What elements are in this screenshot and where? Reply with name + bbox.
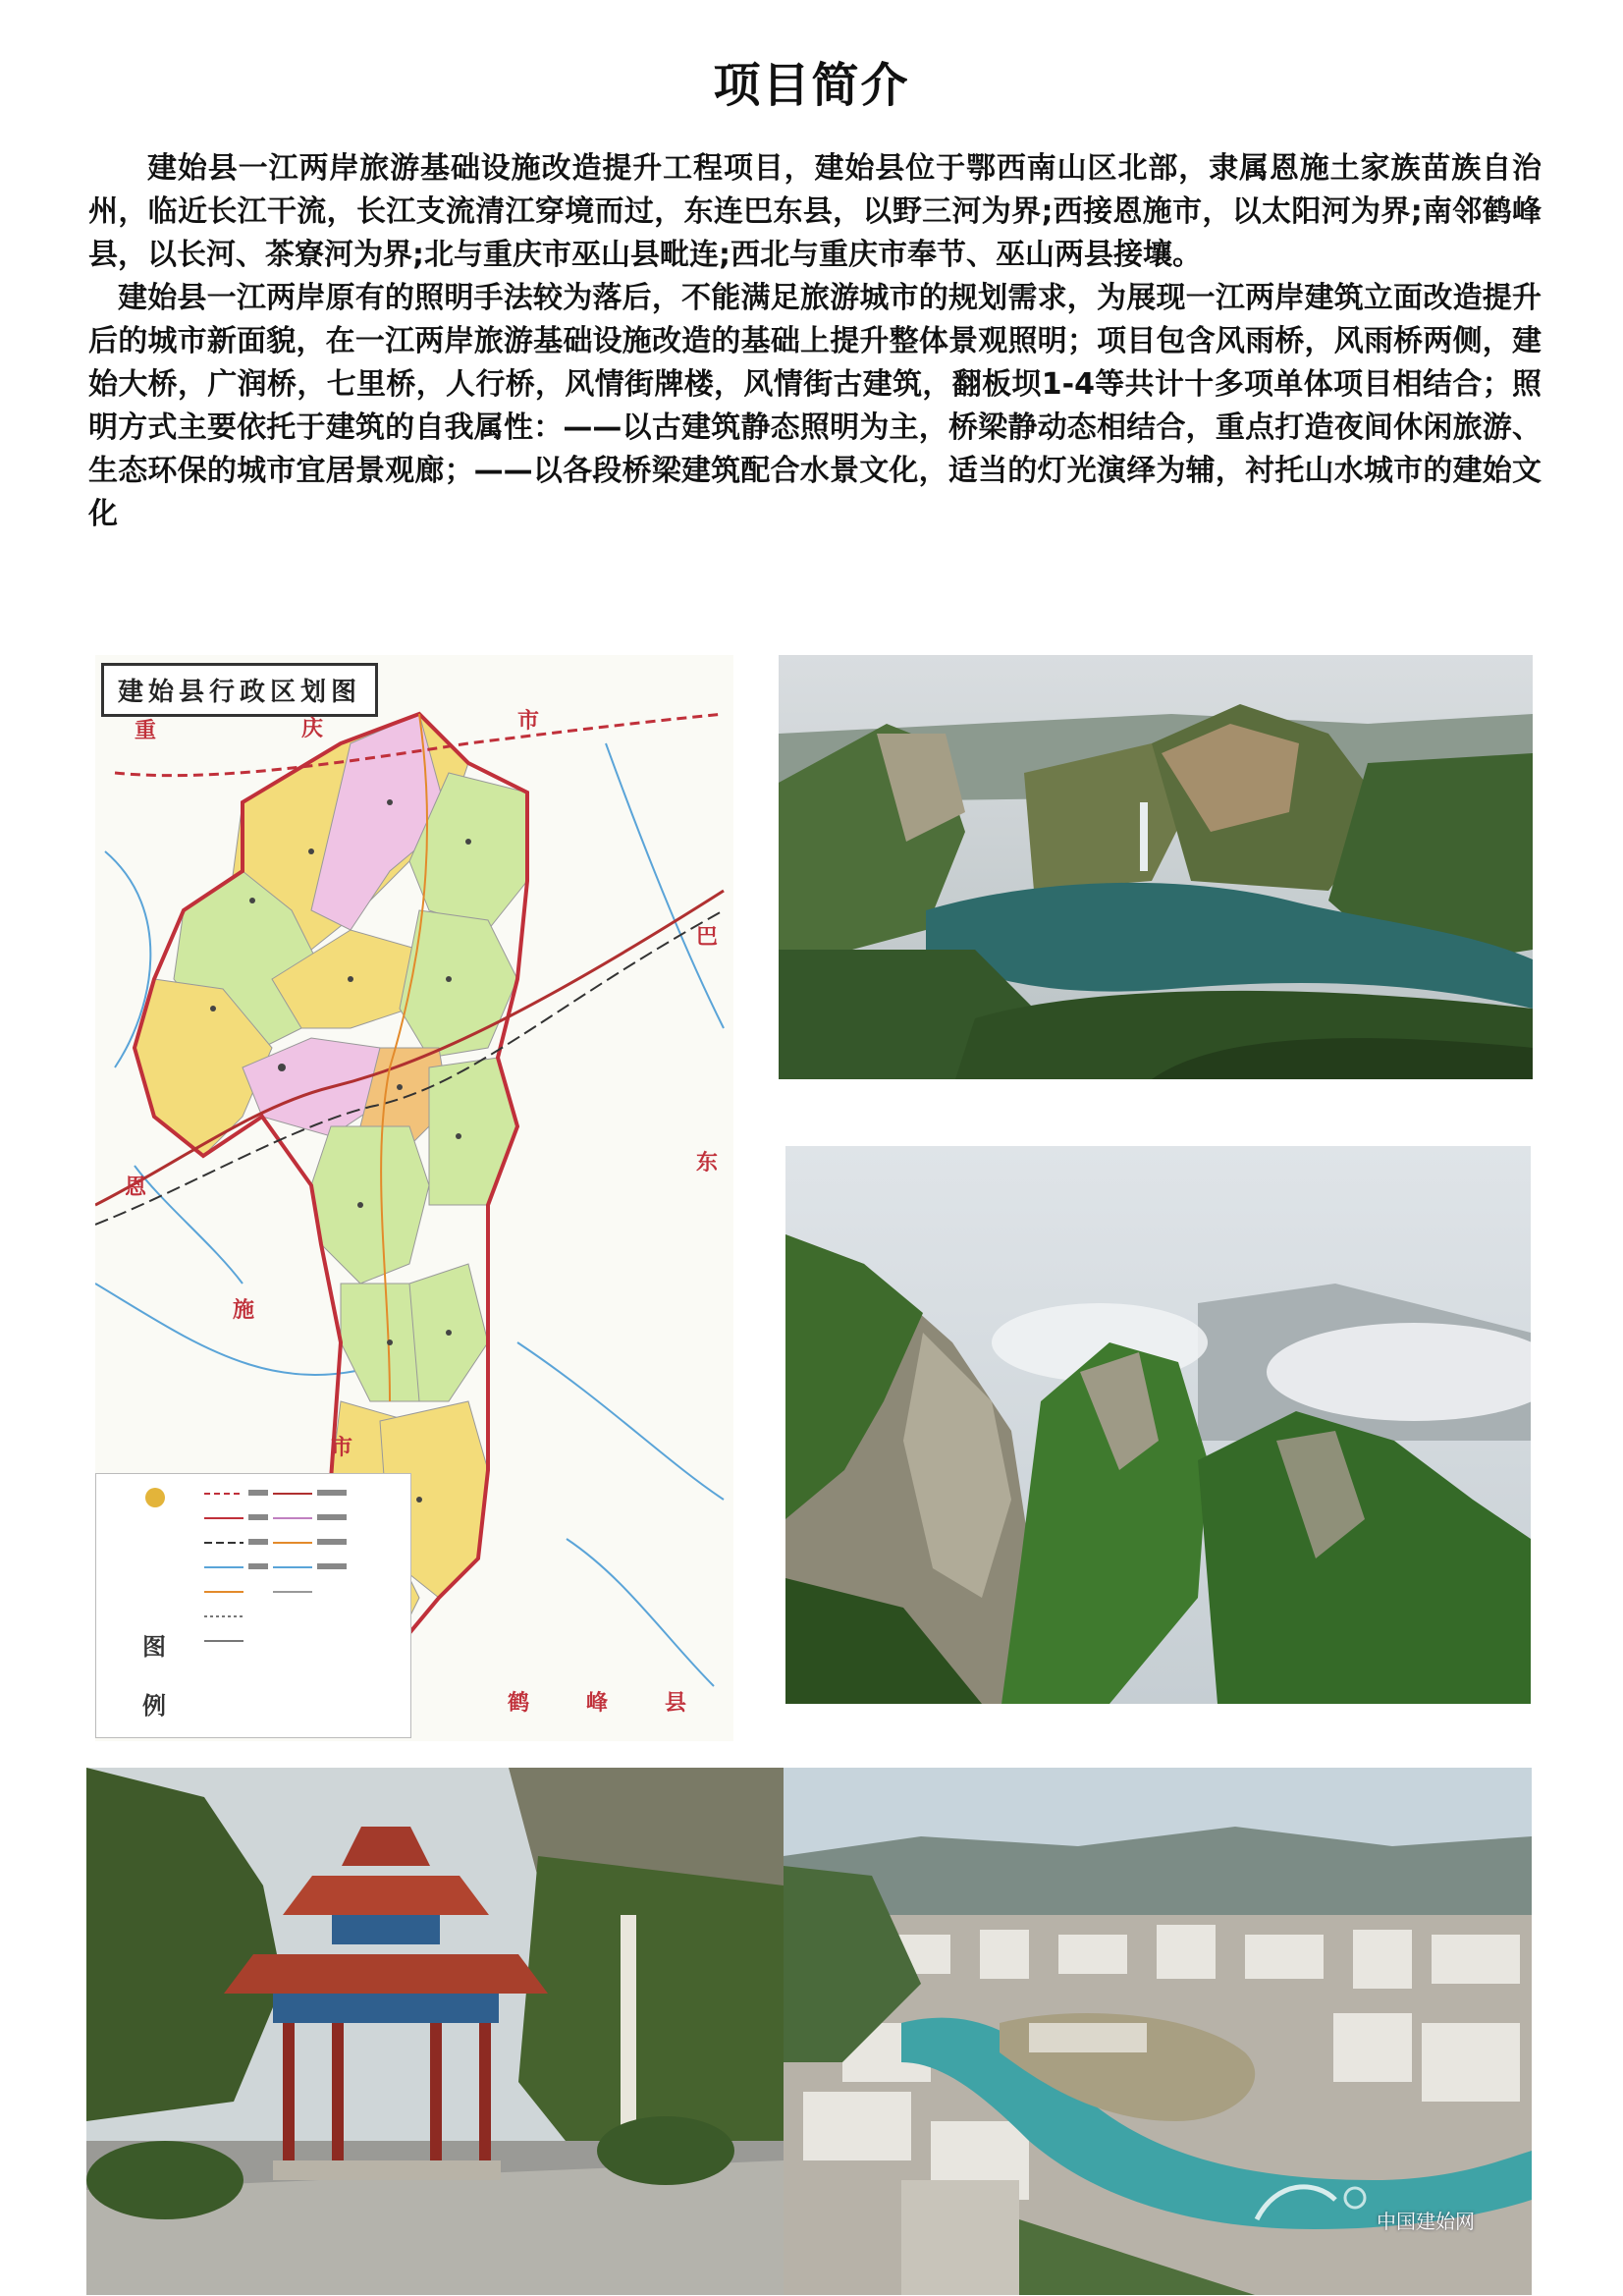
map-label-xian: 县 bbox=[665, 1691, 687, 1716]
map-title: 建始县行政区划图 bbox=[101, 663, 378, 717]
map-label-shi: 施 bbox=[233, 1298, 255, 1323]
map-label-shi2: 市 bbox=[331, 1436, 353, 1460]
map-label-ba: 巴 bbox=[696, 925, 719, 950]
photo-misty-cliffs bbox=[785, 1146, 1531, 1704]
intro-paragraph-1: 建始县一江两岸旅游基础设施改造提升工程项目，建始县位于鄂西南山区北部，隶属恩施土家族苗族自治州，临近长江干流，长江支流清江穿境而过，东连巴东县，以野三河为界;西接恩施市，以太阳河为界;南邻鹤峰县，以长河、茶寮河为界;北与重庆市巫山县毗连;西北与重庆市奉节、巫山两县接壤。 bbox=[88, 151, 1542, 272]
intro-paragraph-2: 建始县一江两岸原有的照明手法较为落后，不能满足旅游城市的规划需求，为展现一江两岸建筑立面改造提升后的城市新面貌，在一江两岸旅游基础设施改造的基础上提升整体景观照明；项目包含风雨桥，风雨桥两侧，建始大桥，广润桥，七里桥，人行桥，风情街牌楼，风情街古建筑，翻板坝1-4等共计十多项单体项目相结合；照明方式主要依托于建筑的自我属性：——以古建筑静态照明为主，桥梁静动态相结合，重点打造夜间休闲旅游、生态环保的城市宜居景观廊；——以各段桥梁建筑配合水景文化，适当的灯光演绎为辅，衬托山水城市的建始文化 bbox=[88, 281, 1542, 531]
map-label-feng: 峰 bbox=[586, 1691, 609, 1716]
watermark-text: 中国建始网 bbox=[1377, 2210, 1475, 2233]
map-label-chongqing-3: 市 bbox=[517, 709, 540, 734]
legend-title: 图例 bbox=[142, 1633, 166, 1720]
map-label-dong: 东 bbox=[696, 1151, 719, 1175]
photo-gorge-waterfall bbox=[779, 655, 1533, 1079]
photo-pavilion bbox=[86, 1768, 784, 2295]
map-label-en: 恩 bbox=[125, 1175, 147, 1200]
map-label-chongqing-2: 庆 bbox=[301, 717, 324, 741]
intro-text bbox=[88, 147, 1542, 536]
map-label-he: 鹤 bbox=[508, 1691, 530, 1716]
page-title: 项目简介 bbox=[713, 58, 910, 113]
map-label-chongqing-1: 重 bbox=[135, 719, 157, 743]
county-map bbox=[95, 655, 733, 1741]
